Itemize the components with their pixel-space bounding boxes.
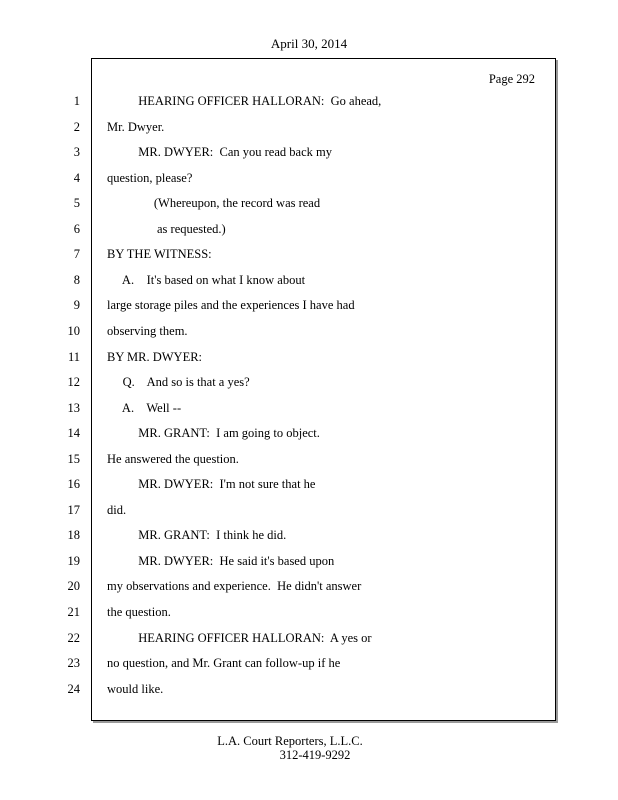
line-text: no question, and Mr. Grant can follow-up if he [107,656,341,670]
line-number: 19 [67,554,80,568]
line-number: 9 [73,298,80,312]
line-text: MR. DWYER: Can you read back my [107,145,332,159]
line-text: A. Well -- [107,401,182,415]
line-text: MR. GRANT: I am going to object. [107,426,320,440]
line-text: MR. GRANT: I think he did. [107,528,287,542]
line-text: Q. And so is that a yes? [107,375,250,389]
line-text: HEARING OFFICER HALLORAN: Go ahead, [107,94,382,108]
line-number: 8 [73,273,80,287]
footer-phone: 312-419-9292 [279,748,351,762]
line-number: 22 [67,631,80,645]
line-number: 11 [67,350,80,364]
line-text: MR. DWYER: He said it's based upon [107,554,335,568]
line-text: observing them. [107,324,188,338]
line-text: large storage piles and the experiences I have had [107,298,355,312]
line-number: 14 [67,426,80,440]
line-number: 23 [67,656,80,670]
line-number: 21 [67,605,80,619]
line-number: 10 [67,324,80,338]
line-text: He answered the question. [107,452,239,466]
line-text: Mr. Dwyer. [107,120,165,134]
line-text: as requested.) [107,222,226,236]
line-number: 4 [73,171,80,185]
header-date: April 30, 2014 [270,36,348,51]
line-number: 3 [73,145,80,159]
line-text: BY THE WITNESS: [107,247,212,261]
line-number: 6 [73,222,80,236]
line-text: (Whereupon, the record was read [107,196,321,210]
line-number: 5 [73,196,80,210]
line-number: 1 [73,94,80,108]
line-text: did. [107,503,127,517]
page-number: Page 292 [488,72,535,86]
line-number: 20 [67,579,80,593]
line-number: 24 [67,682,80,696]
line-number: 17 [67,503,80,517]
line-text: the question. [107,605,171,619]
line-number: 15 [67,452,80,466]
line-text: A. It's based on what I know about [107,273,306,287]
line-number: 13 [67,401,80,415]
line-text: BY MR. DWYER: [107,350,203,364]
line-text: HEARING OFFICER HALLORAN: A yes or [107,631,372,645]
line-text: would like. [107,682,164,696]
line-number: 2 [73,120,80,134]
line-text: question, please? [107,171,193,185]
line-text: my observations and experience. He didn't answer [107,579,362,593]
line-number: 16 [67,477,80,491]
line-number: 12 [67,375,80,389]
line-number: 18 [67,528,80,542]
line-number: 7 [73,247,80,261]
line-text: MR. DWYER: I'm not sure that he [107,477,316,491]
footer-company: L.A. Court Reporters, L.L.C. [217,734,363,748]
